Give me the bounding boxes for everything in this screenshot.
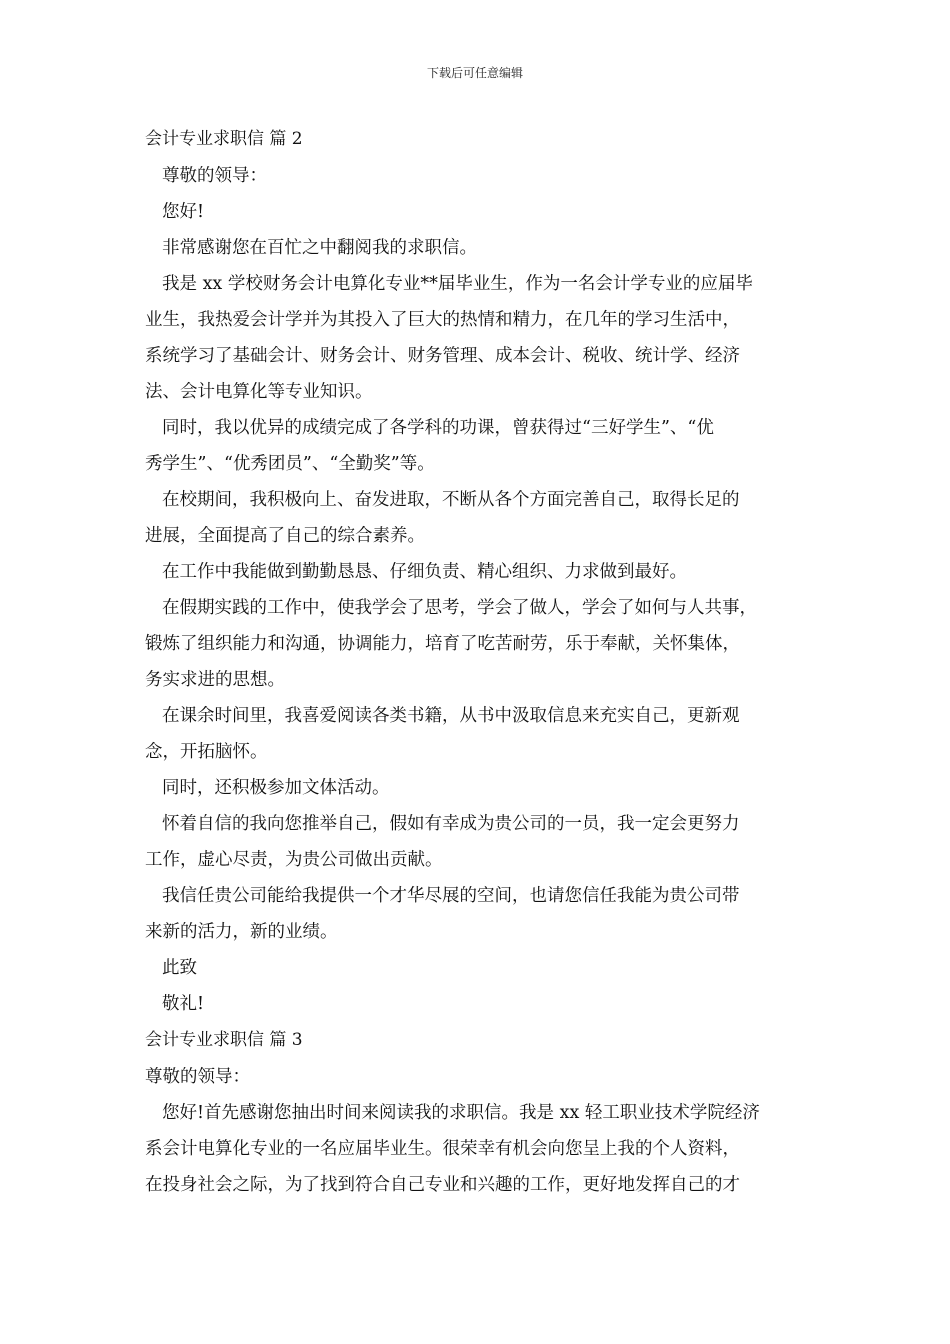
document-body [145, 124, 820, 1203]
section-3-salutation: 尊敬的领导： [145, 1067, 250, 1087]
paragraph [145, 482, 820, 554]
paragraph [145, 266, 820, 410]
section-2-title: 会计专业求职信 篇 2 [145, 129, 303, 149]
paragraph-line: 秀学生”、“优秀团员”、“全勤奖”等。 [145, 454, 435, 474]
paragraph-line: 我信任贵公司能给我提供一个才华尽展的空间，也请您信任我能为贵公司带 [162, 886, 740, 906]
paragraph [145, 698, 820, 770]
paragraph [145, 878, 820, 950]
paragraph-line: 法、会计电算化等专业知识。 [145, 382, 373, 402]
paragraph-line: 我是 xx 学校财务会计电算化专业**届毕业生，作为一名会计学专业的应届毕 [162, 274, 753, 294]
section-3-title: 会计专业求职信 篇 3 [145, 1030, 303, 1050]
paragraph-line: 在课余时间里，我喜爱阅读各类书籍，从书中汲取信息来充实自己，更新观 [162, 706, 740, 726]
paragraph-line: 来新的活力，新的业绩。 [145, 922, 338, 942]
paragraph-line: 进展，全面提高了自己的综合素养。 [145, 526, 425, 546]
paragraph [145, 230, 820, 266]
paragraph [145, 410, 820, 482]
section-3-paragraph [145, 1095, 820, 1203]
paragraph-line: 系统学习了基础会计、财务会计、财务管理、成本会计、税收、统计学、经济 [145, 346, 740, 366]
paragraph-line: 念，开拓脑怀。 [145, 742, 268, 762]
salutation: 尊敬的领导： [162, 166, 267, 186]
paragraph-line: 在假期实践的工作中，使我学会了思考，学会了做人，学会了如何与人共事， [162, 598, 757, 618]
paragraph [145, 554, 820, 590]
paragraph-line: 非常感谢您在百忙之中翻阅我的求职信。 [162, 238, 477, 258]
paragraph-line: 务实求进的思想。 [145, 670, 285, 690]
closing-ci-zhi: 此致 [162, 958, 197, 978]
paragraph-line: 怀着自信的我向您推举自己，假如有幸成为贵公司的一员，我一定会更努力 [162, 814, 740, 834]
closing-jing-li: 敬礼! [162, 994, 205, 1014]
paragraph-line: 工作，虚心尽责，为贵公司做出贡献。 [145, 850, 443, 870]
paragraph-line: 在工作中我能做到勤勤恳恳、仔细负责、精心组织、力求做到最好。 [162, 562, 687, 582]
paragraph-line: 在校期间，我积极向上、奋发进取，不断从各个方面完善自己，取得长足的 [162, 490, 740, 510]
paragraph-line: 您好!首先感谢您抽出时间来阅读我的求职信。我是 xx 轻工职业技术学院经济 [162, 1103, 760, 1123]
paragraph [145, 590, 820, 698]
paragraph-line: 锻炼了组织能力和沟通，协调能力，培育了吃苦耐劳，乐于奉献，关怀集体， [145, 634, 740, 654]
page-header: 下载后可任意编辑 [426, 66, 523, 80]
paragraph-line: 在投身社会之际，为了找到符合自己专业和兴趣的工作，更好地发挥自己的才 [145, 1175, 740, 1195]
paragraph-line: 系会计电算化专业的一名应届毕业生。很荣幸有机会向您呈上我的个人资料， [145, 1139, 740, 1159]
section-2-paragraphs [145, 230, 820, 950]
paragraph-line: 同时，我以优异的成绩完成了各学科的功课，曾获得过“三好学生”、“优 [162, 418, 714, 438]
paragraph-line: 同时，还积极参加文体活动。 [162, 778, 390, 798]
greeting: 您好! [162, 202, 205, 222]
paragraph [145, 806, 820, 878]
paragraph [145, 770, 820, 806]
paragraph-line: 业生，我热爱会计学并为其投入了巨大的热情和精力，在几年的学习生活中， [145, 310, 740, 330]
